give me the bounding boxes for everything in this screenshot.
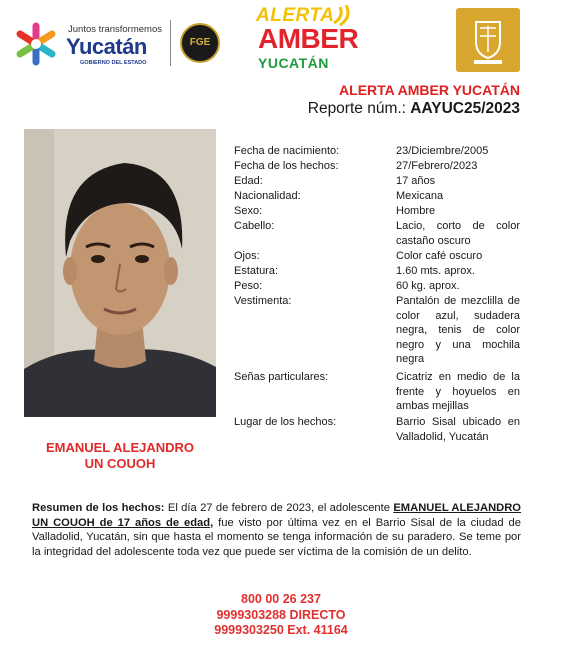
name-line2: UN COUOH	[84, 456, 156, 471]
field-label: Lugar de los hechos:	[234, 416, 337, 428]
field-value: Cicatriz en medio de la frente y hoyuelos en ambas mejillas	[396, 371, 520, 413]
alerta-amber-logo	[256, 5, 359, 75]
contact-phone-3: 9999303250 Ext. 41164	[214, 623, 348, 637]
contact-phone-1: 800 00 26 237	[241, 592, 321, 606]
field-value: Pantalón de mezclilla de color azul, sudadera negra, tenis de color negro y una mochila negra	[396, 295, 520, 366]
summary-part1: El día 27 de febrero de 2023, el adolescente	[164, 502, 394, 514]
field-label: Estatura:	[234, 265, 279, 277]
field-label: Vestimenta:	[234, 295, 292, 307]
summary-paragraph	[32, 501, 521, 560]
field-value: Mexicana	[396, 190, 444, 202]
field-value: Color café oscuro	[396, 250, 483, 262]
field-label: Fecha de nacimiento:	[234, 145, 340, 157]
field-label: Edad:	[234, 175, 263, 187]
yucatan-name: Yucatán	[66, 34, 147, 59]
amber-logo-line1: ALERTA	[256, 5, 335, 26]
field-value: 1.60 mts. aprox.	[396, 265, 475, 277]
contact-phone-2: 9999303288 DIRECTO	[216, 607, 346, 622]
name-line1: EMANUEL ALEJANDRO	[45, 440, 195, 455]
summary-highlight: EMANUEL ALEJANDRO UN COUOH de 17 años de edad,	[32, 502, 522, 529]
report-number: AAYUC25/2023	[410, 100, 520, 117]
alert-title: ALERTA AMBER YUCATÁN	[339, 82, 520, 98]
field-label: Sexo:	[234, 205, 263, 217]
yucatan-flower-icon	[14, 22, 58, 66]
yucatan-gob-label: GOBIERNO DEL ESTADO	[80, 60, 147, 66]
field-value: 23/Diciembre/2005	[396, 145, 489, 157]
field-label: Fecha de los hechos:	[234, 160, 339, 172]
field-value: 27/Febrero/2023	[396, 160, 478, 172]
field-value: 60 kg. aprox.	[396, 280, 460, 292]
field-label: Ojos:	[234, 250, 260, 262]
amber-logo-line2: AMBER	[258, 23, 359, 54]
state-seal-logo	[456, 8, 520, 72]
missing-person-photo	[24, 129, 216, 417]
field-label: Cabello:	[234, 220, 275, 232]
report-prefix: Reporte núm.:	[307, 100, 411, 117]
fge-label: FGE	[189, 37, 211, 48]
field-label: Peso:	[234, 280, 263, 292]
field-value: Lacio, corto de color castaño oscuro	[396, 220, 520, 247]
shield-icon	[456, 8, 520, 72]
field-value: Barrio Sisal ubicado en Valladolid, Yucatán	[396, 416, 520, 443]
fge-logo	[180, 23, 220, 63]
contact-phones	[0, 592, 562, 639]
report-number-line	[308, 100, 520, 118]
field-value: 17 años	[396, 175, 436, 187]
summary-part2: fue visto por última vez en el Barrio Sisal de la ciudad de Valladolid, Yucatán, sin que hasta el momento se tenga información de su paradero. Se teme por la integridad del adolescente toda vez que puede ser víctima de la comisión de un delito.	[32, 516, 521, 559]
field-value: Hombre	[396, 205, 436, 217]
yucatan-tagline: Juntos transformemos	[68, 24, 162, 35]
summary-label: Resumen de los hechos:	[32, 502, 165, 514]
field-label: Nacionalidad:	[234, 190, 301, 202]
amber-logo-line3: YUCATÁN	[258, 55, 329, 71]
missing-person-name	[30, 440, 210, 472]
field-label: Señas particulares:	[234, 371, 329, 383]
yucatan-government-logo	[14, 20, 174, 68]
logo-divider	[170, 20, 171, 66]
